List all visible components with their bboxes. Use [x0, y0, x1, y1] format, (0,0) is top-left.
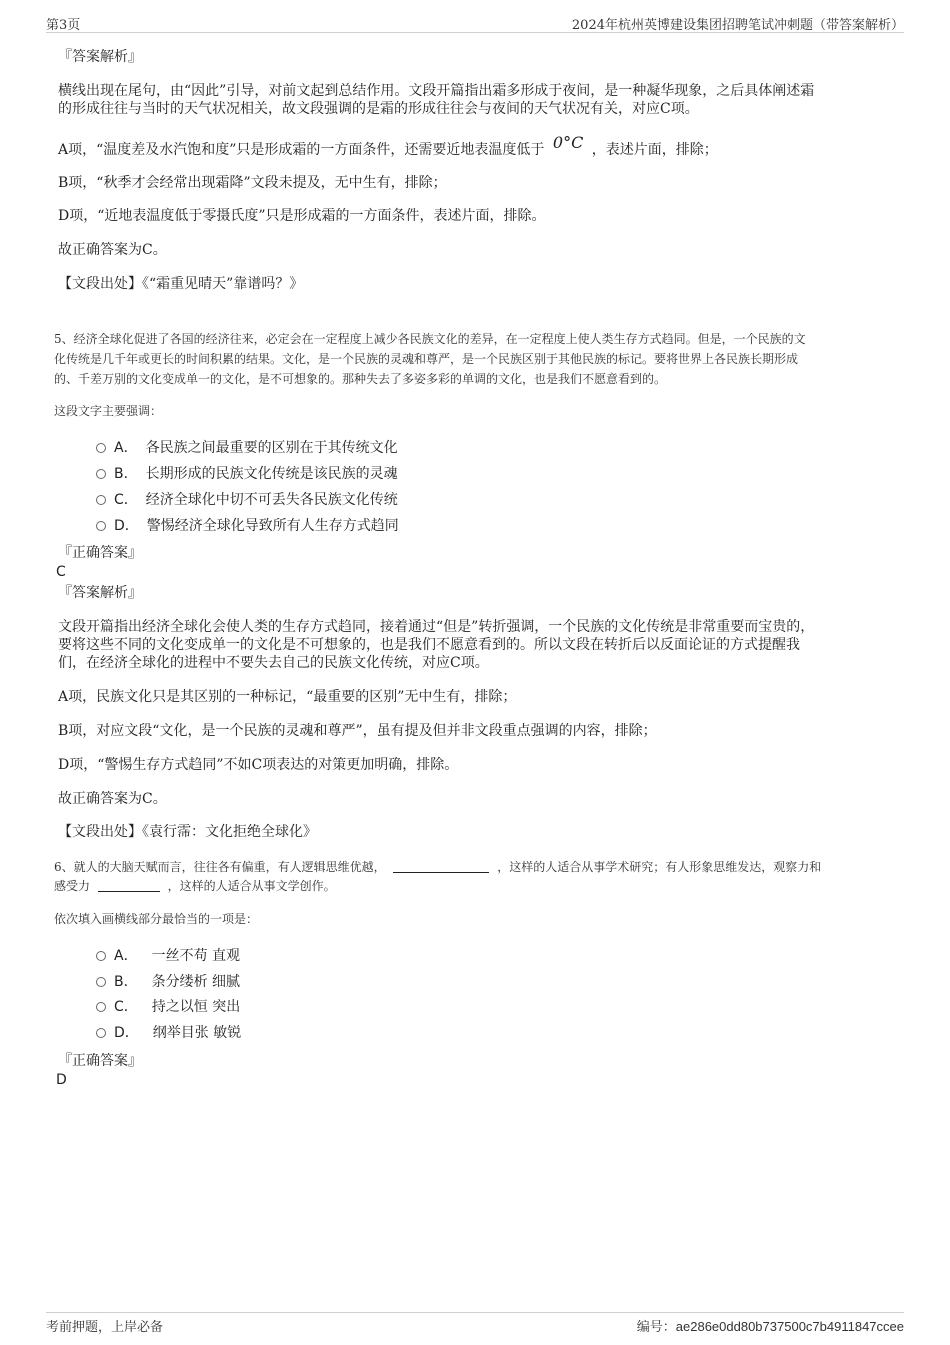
- analysis-line: 横线出现在尾句，由“因此”引导，对前文起到总结作用。文段开篇指出霜多形成于夜间，是一种凝华现象，之后具体阐述霜: [58, 83, 815, 99]
- conclusion: 故正确答案为C。: [58, 791, 167, 807]
- page-number: 第3页: [46, 18, 81, 33]
- radio-button[interactable]: [96, 977, 106, 987]
- option-b-explanation: B项，“秋季才会经常出现霜降”文段未提及，无中生有，排除；: [58, 175, 447, 191]
- option-d-explanation: D项，“警惕生存方式趋同”不如C项表达的对策更加明确，排除。: [58, 757, 459, 773]
- option-b[interactable]: B． 长期形成的民族文化传统是该民族的灵魂: [96, 464, 398, 484]
- analysis-line: 的形成往往与当时的天气状况相关，故文段强调的是霜的形成往往会与夜间的天气状况有关，对应C项。: [58, 101, 699, 117]
- radio-button[interactable]: [96, 1028, 106, 1038]
- question-stem-line: 感受力 ，这样的人适合从事文学创作。: [54, 879, 336, 893]
- option-a-text: A项，“温度差及水汽饱和度”只是形成霜的一方面条件，还需要近地表温度低于: [58, 142, 545, 158]
- radio-button[interactable]: [96, 443, 106, 453]
- document-code: 编号：ae286e0dd80b737500c7b4911847ccee: [636, 1319, 904, 1335]
- question-stem-line: 的、千差万别的文化变成单一的文化，是不可想象的。那种失去了多姿多彩的单调的文化，也是我们不愿意看到的。: [54, 372, 667, 386]
- question-prompt: 依次填入画横线部分最恰当的一项是：: [54, 912, 259, 926]
- page-header: [46, 12, 904, 33]
- option-d[interactable]: D． 纲举目张 敏锐: [96, 1023, 241, 1043]
- option-c[interactable]: C． 持之以恒 突出: [96, 997, 240, 1017]
- option-b-explanation: B项，对应文段“文化，是一个民族的灵魂和尊严”，虽有提及但并非文段重点强调的内容，排除；: [58, 723, 657, 739]
- analysis-line: 要将这些不同的文化变成单一的文化是不可想象的，也是我们不愿意看到的。所以文段在转折后以反面论证的方式提醒我: [58, 637, 800, 653]
- page-footer: [46, 1312, 904, 1337]
- option-a-text-tail: ，表述片面，排除；: [591, 142, 718, 158]
- radio-button[interactable]: [96, 521, 106, 531]
- option-d[interactable]: D． 警惕经济全球化导致所有人生存方式趋同: [96, 516, 399, 536]
- option-a[interactable]: A． 各民族之间最重要的区别在于其传统文化: [96, 438, 398, 458]
- option-c[interactable]: C． 经济全球化中切不可丢失各民族文化传统: [96, 490, 398, 510]
- analysis-label: 『答案解析』: [58, 49, 142, 65]
- correct-answer-value: C: [56, 564, 66, 580]
- option-a-explanation: A项，民族文化只是其区别的一种标记，“最重要的区别”无中生有，排除；: [58, 689, 517, 705]
- source-citation: 【文段出处】《袁行霈：文化拒绝全球化》: [58, 824, 317, 840]
- question-stem-line: 5、经济全球化促进了各国的经济往来，必定会在一定程度上减少各民族文化的差异，在一定程度上使人类生存方式趋同。但是，一个民族的文: [54, 332, 806, 346]
- radio-button[interactable]: [96, 469, 106, 479]
- option-b[interactable]: B． 条分缕析 细腻: [96, 972, 240, 992]
- radio-button[interactable]: [96, 1002, 106, 1012]
- question-stem-line: 化传统是几千年或更长的时间积累的结果。文化，是一个民族的灵魂和尊严，是一个民族区别于其他民族的标记。要将世界上各民族长期形成: [54, 352, 799, 366]
- option-d-explanation: D项，“近地表温度低于零摄氏度”只是形成霜的一方面条件，表述片面，排除。: [58, 208, 546, 224]
- source-citation: 【文段出处】《“霜重见晴天”靠谱吗？》: [58, 276, 304, 292]
- analysis-label: 『答案解析』: [58, 585, 142, 601]
- temperature-formula: 0°C: [552, 133, 584, 152]
- document-title: 2024年杭州英博建设集团招聘笔试冲刺题（带答案解析）: [571, 18, 904, 33]
- fill-blank-2: [98, 879, 160, 892]
- footer-slogan: 考前押题，上岸必备: [46, 1320, 164, 1335]
- analysis-line: 们，在经济全球化的进程中不要失去自己的民族文化传统，对应C项。: [58, 655, 489, 671]
- radio-button[interactable]: [96, 495, 106, 505]
- option-a-explanation: [58, 133, 718, 159]
- correct-answer-value: D: [56, 1072, 67, 1088]
- analysis-line: 文段开篇指出经济全球化会使人类的生存方式趋同，接着通过“但是”转折强调，一个民族的文化传统是非常重要而宝贵的，: [58, 619, 815, 635]
- correct-answer-label: 『正确答案』: [58, 545, 142, 561]
- option-a[interactable]: A． 一丝不苟 直观: [96, 946, 240, 966]
- conclusion: 故正确答案为C。: [58, 242, 167, 258]
- correct-answer-label: 『正确答案』: [58, 1053, 142, 1069]
- fill-blank-1: [393, 860, 489, 873]
- radio-button[interactable]: [96, 951, 106, 961]
- question-stem-line: 6、就人的大脑天赋而言，往往各有偏重，有人逻辑思维优越， ，这样的人适合从事学术研究；有人形象思维发达，观察力和: [54, 860, 822, 874]
- question-prompt: 这段文字主要强调：: [54, 404, 163, 418]
